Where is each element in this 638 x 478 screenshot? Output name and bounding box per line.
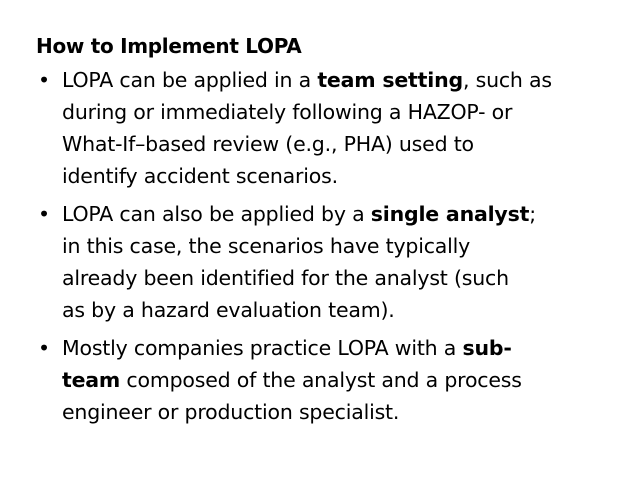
text-run: Mostly companies practice LOPA with a	[62, 336, 463, 360]
text-run: engineer or production specialist.	[62, 400, 400, 424]
bullet-line	[62, 396, 606, 428]
bullet-line	[62, 262, 606, 294]
bullet-line	[62, 332, 606, 364]
bullet-line	[62, 364, 606, 396]
text-run: identify accident scenarios.	[62, 164, 338, 188]
bullet-line	[62, 294, 606, 326]
emphasis-text: single analyst	[370, 202, 530, 226]
bullet-line	[62, 128, 606, 160]
bullet-line	[62, 230, 606, 262]
bullet-line	[62, 198, 606, 230]
text-run: , such as	[462, 68, 552, 92]
text-run: composed of the analyst and a process	[120, 368, 522, 392]
bullet-dot-icon: •	[38, 68, 50, 92]
bullet-list	[36, 64, 606, 434]
emphasis-text: team setting	[317, 68, 463, 92]
emphasis-text: team	[62, 368, 121, 392]
text-run: LOPA can be applied in a	[62, 68, 318, 92]
text-run: as by a hazard evaluation team).	[62, 298, 395, 322]
bullet-dot-icon: •	[38, 336, 50, 360]
bullet-item	[36, 332, 606, 428]
bullet-item	[36, 198, 606, 326]
bullet-line	[62, 160, 606, 192]
text-run: in this case, the scenarios have typically	[62, 234, 471, 258]
emphasis-text: sub-	[462, 336, 512, 360]
text-run: ;	[529, 202, 536, 226]
bullet-dot-icon: •	[38, 202, 50, 226]
bullet-item	[36, 64, 606, 192]
text-run: during or immediately following a HAZOP- or	[62, 100, 513, 124]
text-run: What-If–based review (e.g., PHA) used to	[62, 132, 474, 156]
bullet-line	[62, 64, 606, 96]
bullet-line	[62, 96, 606, 128]
text-run: already been identified for the analyst (such	[62, 266, 509, 290]
text-run: LOPA can also be applied by a	[62, 202, 371, 226]
slide-heading: How to Implement LOPA	[36, 34, 302, 58]
